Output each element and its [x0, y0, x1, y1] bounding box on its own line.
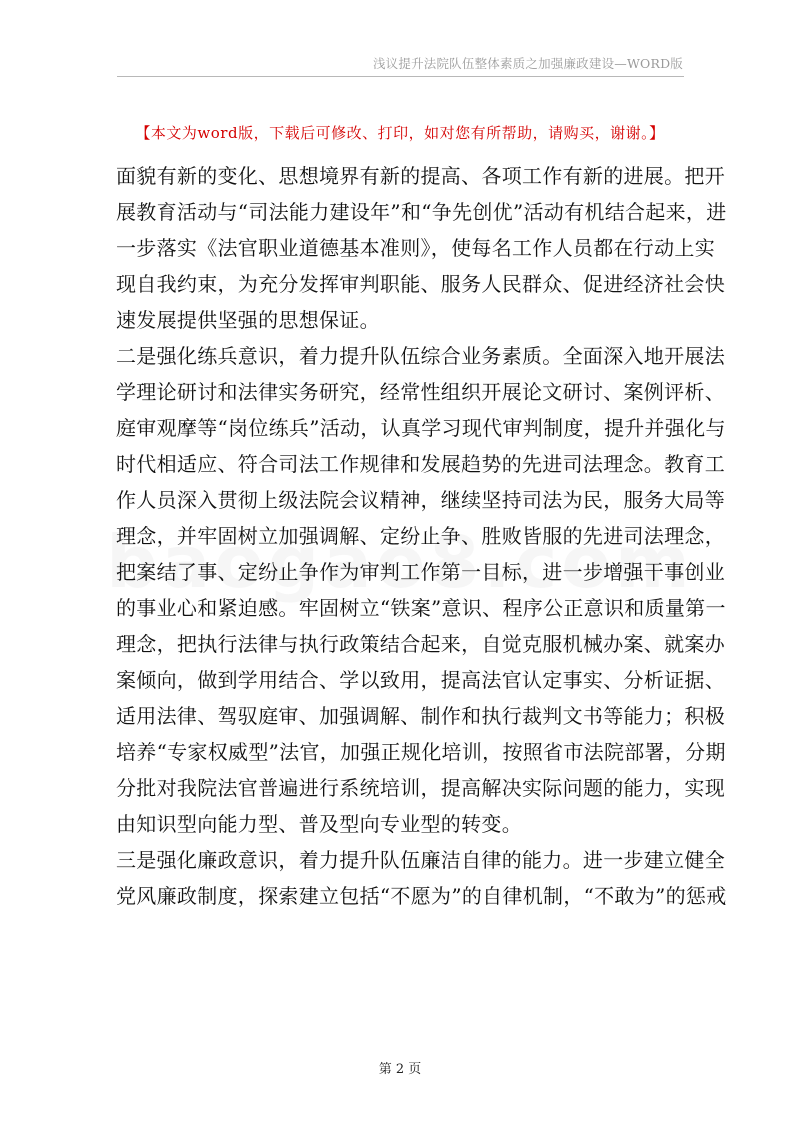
body-line: 培养“专家权威型”法官，加强正规化培训，按照省市法院部署，分期 [116, 740, 726, 764]
body-line: 三是强化廉政意识，着力提升队伍廉洁自律的能力。进一步建立健全 [116, 848, 725, 872]
body-line: 案倾向，做到学用结合、学以致用，提高法官认定事实、分析证据、 [116, 668, 725, 692]
body-line: 分批对我院法官普遍进行系统培训，提高解决实际问题的能力，实现 [116, 776, 725, 800]
body-line: 时代相适应、符合司法工作规律和发展趋势的先进司法理念。教育工 [116, 452, 725, 476]
body-line: 面貌有新的变化、思想境界有新的提高、各项工作有新的进展。把开 [116, 164, 725, 188]
body-line: 学理论研讨和法律实务研究，经常性组织开展论文研讨、案例评析、 [116, 380, 725, 404]
body-line: 速发展提供坚强的思想保证。 [116, 308, 380, 332]
page-number: 第 2 页 [378, 1062, 422, 1077]
body-line: 现自我约束，为充分发挥审判职能、服务人民群众、促进经济社会快 [116, 272, 725, 296]
body-line: 党风廉政制度，探索建立包括“不愿为”的自律机制，“不敢为”的惩戒 [116, 884, 727, 908]
running-header: 浅议提升法院队伍整体素质之加强廉政建设—WORD版 [372, 56, 683, 71]
header-divider [117, 76, 684, 77]
body-line: 由知识型向能力型、普及型向专业型的转变。 [116, 812, 522, 836]
download-notice: 【本文为word版，下载后可修改、打印，如对您有所帮助，请购买，谢谢。】 [135, 124, 665, 142]
body-line: 适用法律、驾驭庭审、加强调解、制作和执行裁判文书等能力；积极 [116, 704, 725, 728]
body-line: 理念，并牢固树立加强调解、定纷止争、胜败皆服的先进司法理念， [116, 524, 725, 548]
body-line: 理念，把执行法律与执行政策结合起来，自觉克服机械办案、就案办 [116, 632, 725, 656]
body-line: 二是强化练兵意识，着力提升队伍综合业务素质。全面深入地开展法 [116, 344, 725, 368]
body-line: 展教育活动与“司法能力建设年”和“争先创优”活动有机结合起来，进 [116, 200, 727, 224]
body-line: 作人员深入贯彻上级法院会议精神，继续坚持司法为民，服务大局等 [116, 488, 725, 512]
document-body [116, 158, 727, 914]
body-line: 把案结了事、定纷止争作为审判工作第一目标，进一步增强干事创业 [116, 560, 725, 584]
body-line: 的事业心和紧迫感。牢固树立“铁案”意识、程序公正意识和质量第一 [116, 596, 726, 620]
body-line: 庭审观摩等“岗位练兵”活动，认真学习现代审判制度，提升并强化与 [116, 416, 726, 440]
body-line: 一步落实《法官职业道德基本准则》，使每名工作人员都在行动上实 [116, 236, 715, 260]
